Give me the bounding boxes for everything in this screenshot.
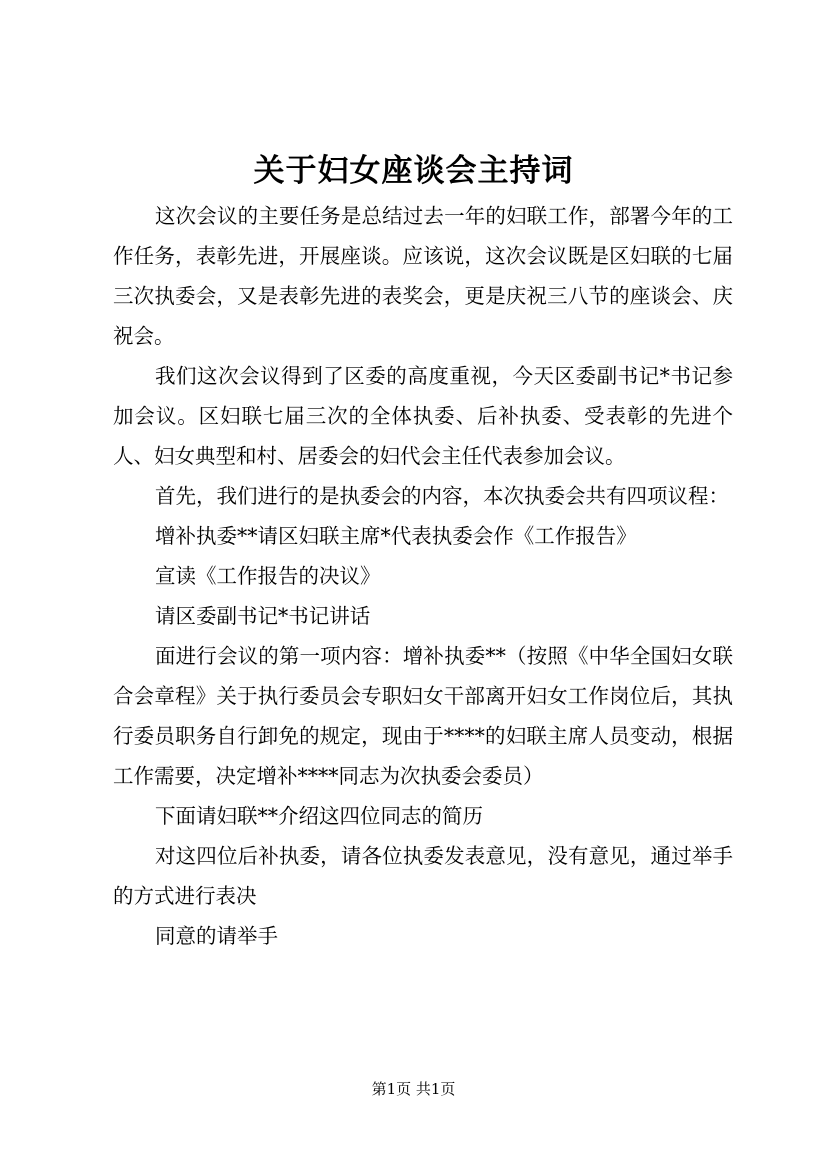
paragraph-1: 这次会议的主要任务是总结过去一年的妇联工作，部署今年的工作任务，表彰先进，开展座谈。应该说，这次会议既是区妇联的七届三次执委会，又是表彰先进的表奖会，更是庆祝三八节的座谈会、庆祝会。 bbox=[113, 204, 733, 348]
agenda-item-3: 请区委副书记*书记讲话 bbox=[155, 604, 371, 628]
paragraph-9: 对这四位后补执委，请各位执委发表意见，没有意见，通过举手的方式进行表决 bbox=[113, 844, 733, 908]
paragraph-7: 面进行会议的第一项内容：增补执委**（按照《中华全国妇女联合会章程》关于执行委员会专职妇女干部离开妇女工作岗位后，其执行委员职务自行卸免的规定，现由于****的妇联主席人员变动，根据工作需要，决定增补****同志为次执委会委员） bbox=[113, 644, 733, 788]
page-footer: 第1页 共1页 bbox=[371, 1080, 456, 1098]
paragraph-8: 下面请妇联**介绍这四位同志的简历 bbox=[155, 804, 483, 828]
agenda-item-1: 增补执委**请区妇联主席*代表执委会作《工作报告》 bbox=[155, 524, 637, 548]
paragraph-10: 同意的请举手 bbox=[155, 924, 278, 948]
paragraph-3: 首先，我们进行的是执委会的内容，本次执委会共有四项议程： bbox=[155, 484, 729, 508]
paragraph-2: 我们这次会议得到了区委的高度重视，今天区委副书记*书记参加会议。区妇联七届三次的全体执委、后补执委、受表彰的先进个人、妇女典型和村、居委会的妇代会主任代表参加会议。 bbox=[113, 364, 733, 468]
document-body bbox=[113, 196, 733, 956]
agenda-item-2: 宣读《工作报告的决议》 bbox=[155, 564, 381, 588]
document-title: 关于妇女座谈会主持词 bbox=[253, 153, 574, 189]
